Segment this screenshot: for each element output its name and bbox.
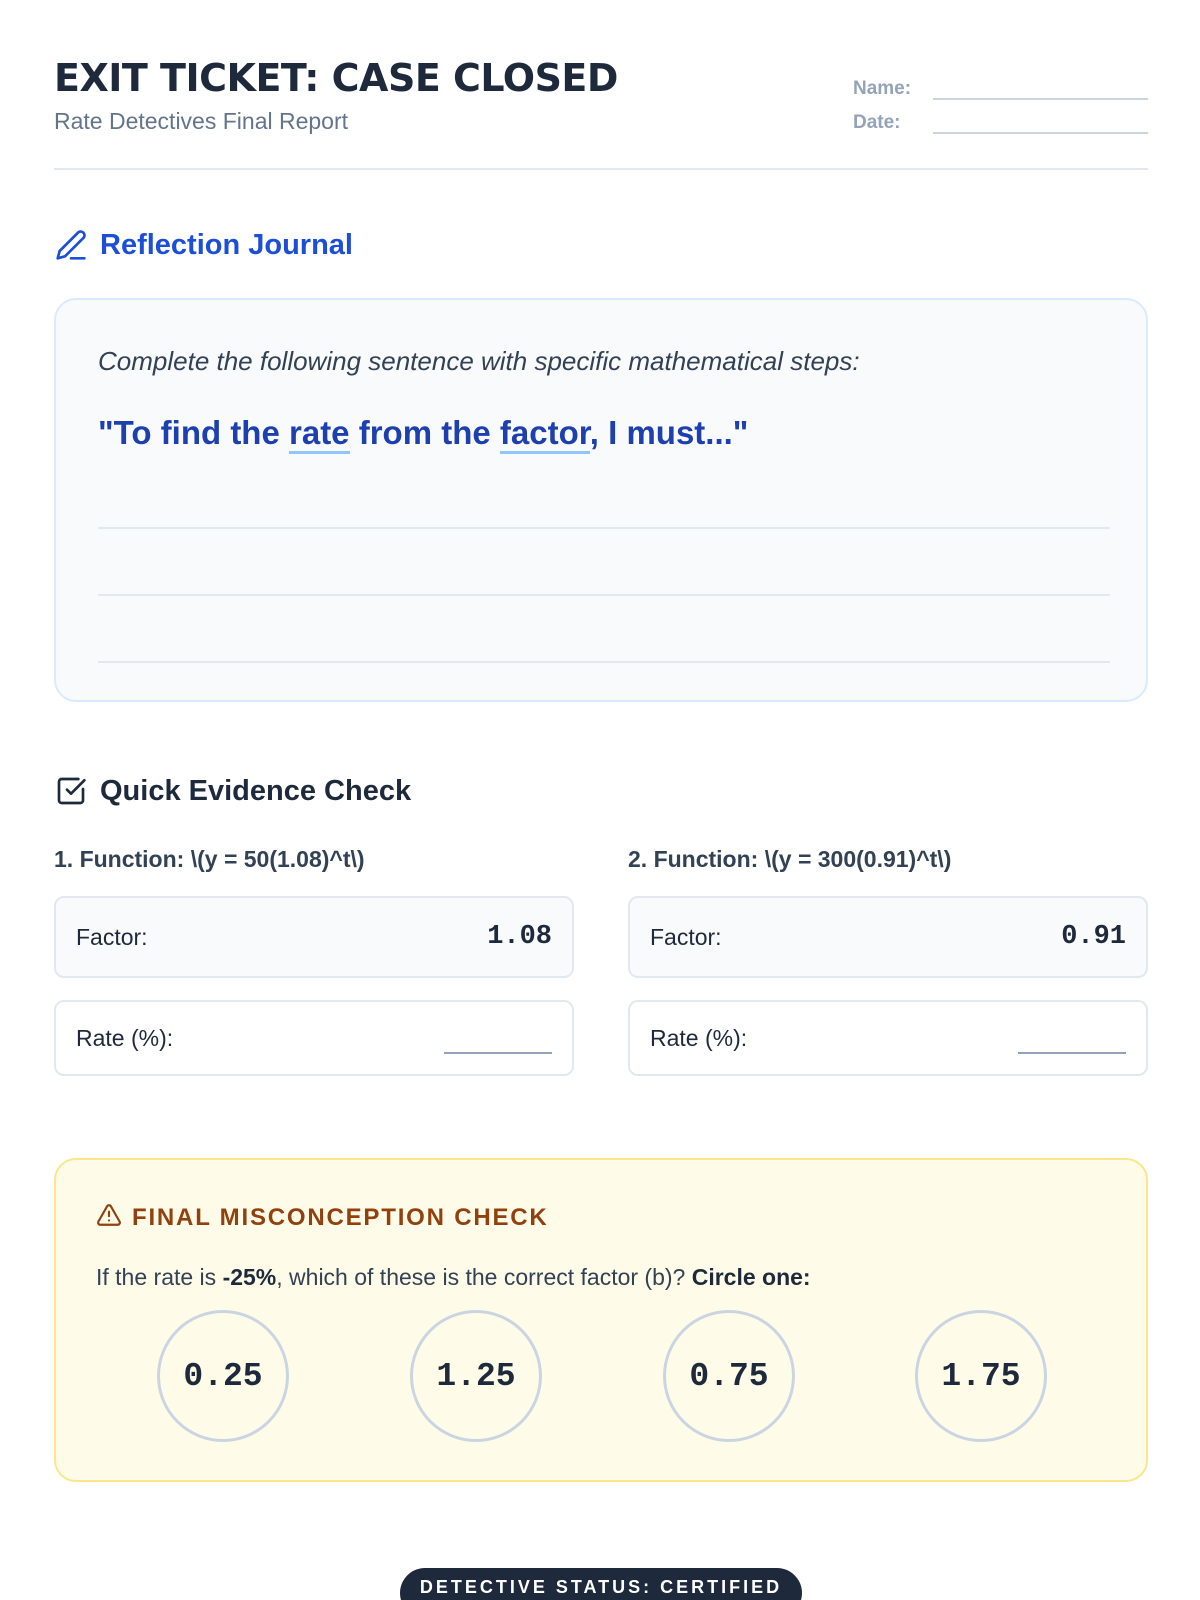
reflection-journal-title: Reflection Journal [100, 228, 353, 261]
name-field[interactable] [933, 78, 1148, 100]
prompt-keyword-factor: factor [500, 414, 590, 454]
question-rate: -25% [222, 1264, 277, 1290]
factor-label: Factor: [650, 923, 722, 950]
question-text-1: If the rate is [96, 1264, 223, 1290]
journal-instruction: Complete the following sentence with specific mathematical steps: [98, 346, 860, 376]
misconception-question [96, 1264, 811, 1291]
rate-card-2 [628, 1000, 1148, 1076]
prompt-text-1: "To find the [98, 414, 289, 451]
factor-value: 1.08 [487, 922, 552, 952]
writing-line-3[interactable] [98, 661, 1110, 663]
warning-icon [96, 1202, 122, 1233]
name-row [853, 66, 1148, 100]
date-label: Date: [853, 112, 901, 133]
prompt-text-3: , I must..." [589, 414, 749, 451]
question-text-2: , which of these is the correct factor (b)? [276, 1264, 692, 1290]
reflection-journal-box [54, 298, 1148, 702]
option-circle-4[interactable]: 1.75 [915, 1310, 1047, 1442]
factor-label: Factor: [76, 923, 148, 950]
evidence-check-title: Quick Evidence Check [100, 774, 412, 807]
question-instruction: Circle one: [691, 1264, 811, 1290]
rate-label: Rate (%): [650, 1024, 748, 1051]
option-circle-3[interactable]: 0.75 [663, 1310, 795, 1442]
page-subtitle: Rate Detectives Final Report [54, 108, 349, 134]
factor-card-1 [54, 896, 574, 978]
prompt-keyword-rate: rate [289, 414, 350, 454]
journal-prompt [98, 414, 748, 452]
function-label-1: 1. Function: \(y = 50(1.08)^t\) [54, 846, 365, 872]
function-label-2: 2. Function: \(y = 300(0.91)^t\) [628, 846, 952, 872]
option-circle-1[interactable]: 0.25 [157, 1310, 289, 1442]
prompt-text-2: from the [349, 414, 500, 451]
option-circle-2[interactable]: 1.25 [410, 1310, 542, 1442]
evidence-check-heading [54, 774, 411, 808]
rate-card-1 [54, 1000, 574, 1076]
pencil-icon [54, 228, 88, 262]
name-label: Name: [853, 78, 912, 99]
status-badge: DETECTIVE STATUS: CERTIFIED [400, 1568, 802, 1600]
student-info [853, 66, 1148, 134]
rate-answer-field[interactable] [444, 1032, 552, 1054]
rate-answer-field[interactable] [1018, 1032, 1126, 1054]
checkbox-icon [54, 774, 88, 808]
factor-value: 0.91 [1061, 922, 1126, 952]
page-title: EXIT TICKET: CASE CLOSED [54, 56, 618, 100]
misconception-check-box [54, 1158, 1148, 1482]
factor-card-2 [628, 896, 1148, 978]
date-field[interactable] [933, 112, 1148, 134]
writing-line-1[interactable] [98, 527, 1110, 529]
page-header [54, 56, 1148, 170]
reflection-journal-heading [54, 228, 353, 262]
misconception-heading [96, 1202, 549, 1233]
date-row [853, 100, 1148, 134]
rate-label: Rate (%): [76, 1024, 174, 1051]
misconception-title: FINAL MISCONCEPTION CHECK [132, 1203, 549, 1231]
writing-line-2[interactable] [98, 594, 1110, 596]
